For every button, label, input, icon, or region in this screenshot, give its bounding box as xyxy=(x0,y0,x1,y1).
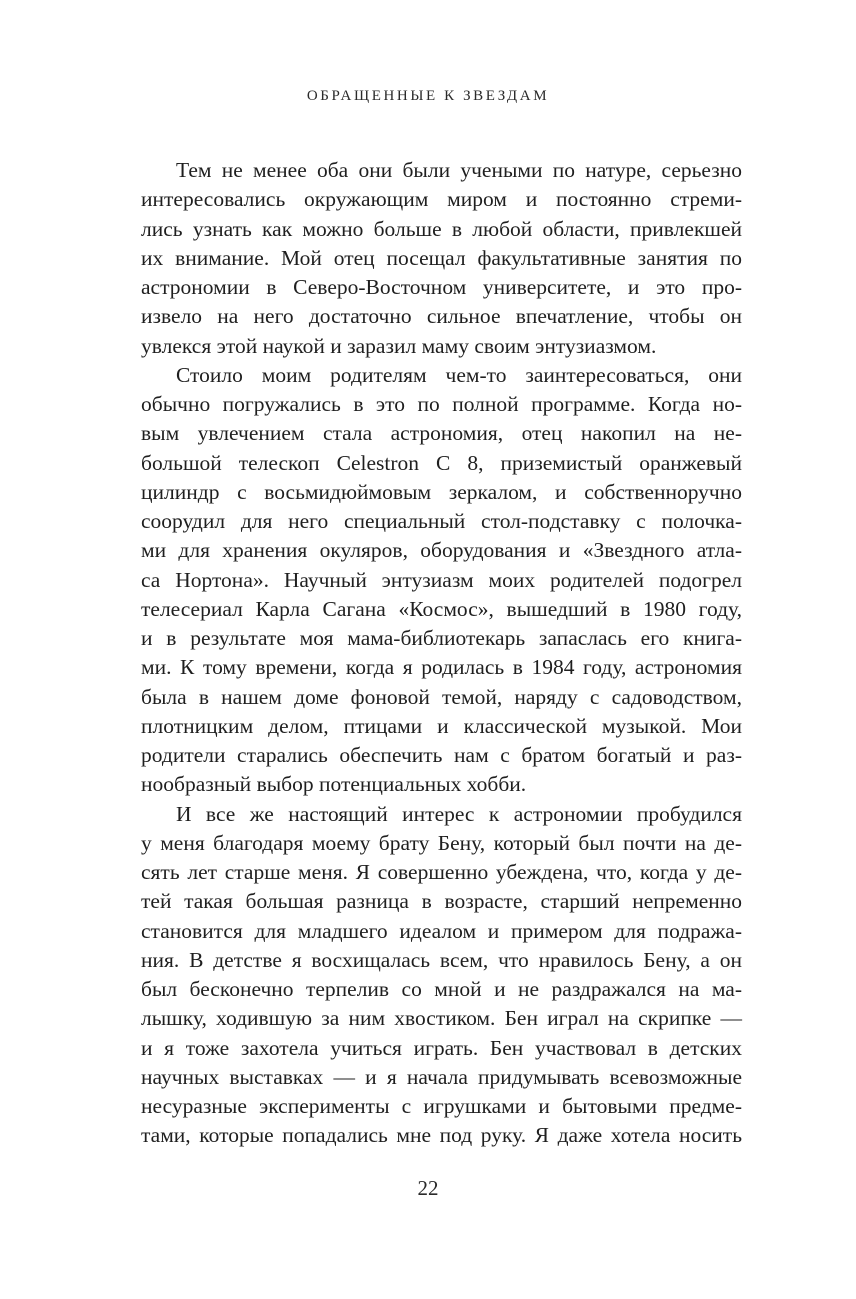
text-line: родители старались обеспечить нам с братом богатый и раз- xyxy=(141,743,742,767)
paragraph xyxy=(141,156,742,361)
text-line: Тем не менее оба они были учеными по натуре, серьезно xyxy=(176,158,742,182)
text-line: са Нортона». Научный энтузиазм моих родителей подогрел xyxy=(141,567,742,592)
text-line: научных выставках — и я начала придумывать всевозможные xyxy=(141,1064,742,1089)
text-line: И все же настоящий интерес к астрономии пробудился xyxy=(176,801,742,826)
text-line: становится для младшего идеалом и примером для подража- xyxy=(141,918,742,943)
text-line: Стоило моим родителям чем-то заинтересоваться, они xyxy=(176,362,742,387)
text-line: телесериал Карла Сагана «Космос», вышедший в 1980 году, xyxy=(141,596,742,621)
running-head: ОБРАЩЕННЫЕ К ЗВЕЗДАМ xyxy=(306,88,550,104)
text-line: и я тоже захотела учиться играть. Бен участвовал в детских xyxy=(141,1035,742,1060)
text-line: был бесконечно терпелив со мной и не раздражался на ма- xyxy=(141,977,742,1001)
text-line: вым увлечением стала астрономия, отец накопил на не- xyxy=(141,421,742,446)
text-line: обычно погружались в это по полной программе. Когда но- xyxy=(141,392,742,416)
paragraph xyxy=(141,361,742,800)
text-line: у меня благодаря моему брату Бену, который был почти на де- xyxy=(141,830,742,855)
text-line: астрономии в Северо-Восточном университете, и это про- xyxy=(141,275,742,299)
text-line: извело на него достаточно сильное впечатление, чтобы он xyxy=(141,304,742,329)
text-line: цилиндр с восьмидюймовым зеркалом, и собственноручно xyxy=(141,479,742,504)
text-line: лышку, ходившую за ним хвостиком. Бен играл на скрипке — xyxy=(141,1006,742,1031)
paragraph xyxy=(141,800,742,1151)
text-line: ми для хранения окуляров, оборудования и «Звездного атла- xyxy=(141,538,742,563)
text-line: интересовались окружающим миром и постоянно стреми- xyxy=(141,187,742,212)
text-line: сять лет старше меня. Я совершенно убеждена, что, когда у де- xyxy=(141,860,742,884)
body-text xyxy=(141,156,742,1151)
text-line: соорудил для него специальный стол-подставку с полочка- xyxy=(141,509,742,533)
text-line: увлекся этой наукой и заразил маму своим энтузиазмом. xyxy=(141,333,657,358)
text-line: тей такая большая разница в возрасте, старший непременно xyxy=(141,889,742,914)
text-line: нообразный выбор потенциальных хобби. xyxy=(141,772,527,797)
text-line: тами, которые попадались мне под руку. Я даже хотела носить xyxy=(141,1123,742,1148)
text-line: их внимание. Мой отец посещал факультативные занятия по xyxy=(141,245,742,270)
text-line: плотницким делом, птицами и классической музыкой. Мои xyxy=(141,713,742,738)
text-line: большой телескоп Celestron C 8, приземистый оранжевый xyxy=(141,450,742,475)
text-line: была в нашем доме фоновой темой, наряду с садоводством, xyxy=(141,684,742,709)
text-line: ния. В детстве я восхищалась всем, что нравилось Бену, а он xyxy=(141,947,742,972)
text-line: несуразные эксперименты с игрушками и бытовыми предме- xyxy=(141,1094,742,1118)
text-line: ми. К тому времени, когда я родилась в 1984 году, астрономия xyxy=(141,655,742,680)
page-number: 22 xyxy=(417,1176,439,1200)
text-line: и в результате моя мама-библиотекарь запаслась его книга- xyxy=(141,626,742,650)
text-line: лись узнать как можно больше в любой области, привлекшей xyxy=(141,216,742,241)
